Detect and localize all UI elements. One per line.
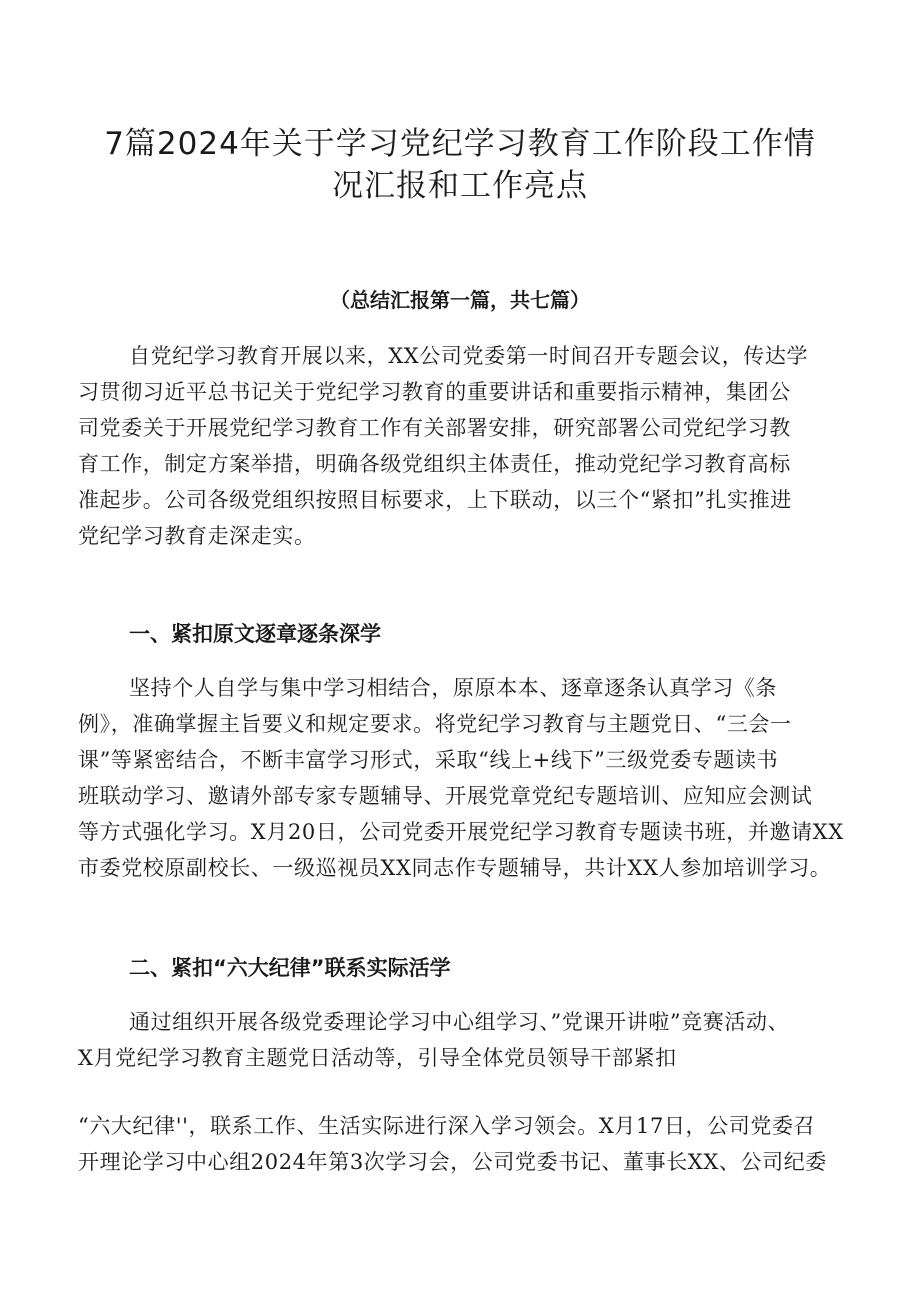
intro-line-2: 习贯彻习近平总书记关于党纪学习教育的重要讲话和重要指示精神，集团公 (78, 380, 791, 404)
intro-line-6: 党纪学习教育走深走实。 (78, 524, 316, 548)
document-subtitle: （总结汇报第一篇，共七篇） (330, 288, 590, 312)
section-1-line-1: 坚持个人自学与集中学习相结合，原原本本、逐章逐条认真学习《条 (129, 676, 777, 700)
section-2-line-3: “六大纪律''，联系工作、生活实际进行深入学习领会。X月17日，公司党委召 (78, 1114, 816, 1138)
section-2-line-1: 通过组织开展各级党委理论学习中心组学习、”党课开讲啦”竞赛活动、 (129, 1010, 790, 1034)
intro-line-3: 司党委关于开展党纪学习教育工作有关部署安排，研究部署公司党纪学习教 (78, 416, 791, 440)
section-1-line-3: 课”等紧密结合，不断丰富学习形式，采取“线上+线下”三级党委专题读书 (78, 748, 779, 772)
intro-line-1: 自党纪学习教育开展以来，XX公司党委第一时间召开专题会议，传达学 (129, 344, 809, 368)
section-1-line-5: 等方式强化学习。X月20日，公司党委开展党纪学习教育专题读书班，并邀请XX (78, 820, 844, 844)
section-1-heading: 一、紧扣原文逐章逐条深学 (129, 622, 381, 646)
section-2-heading: 二、紧扣“六大纪律”联系实际活学 (129, 956, 451, 980)
section-2-line-4: 开理论学习中心组2024年第3次学习会，公司党委书记、董事长XX、公司纪委 (78, 1150, 827, 1174)
section-2-line-2: X月党纪学习教育主题党日活动等，引导全体党员领导干部紧扣 (78, 1046, 677, 1070)
intro-line-4: 育工作，制定方案举措，明确各级党组织主体责任，推动党纪学习教育高标 (78, 452, 791, 476)
section-1-line-4: 班联动学习、邀请外部专家专题辅导、开展党章党纪专题培训、应知应会测试 (78, 784, 813, 808)
section-1-line-6: 市委党校原副校长、一级巡视员XX同志作专题辅导，共计XX人参加培训学习。 (78, 856, 832, 880)
section-1-line-2: 例》，准确掌握主旨要义和规定要求。将党纪学习教育与主题党日、“三会一 (78, 712, 792, 736)
intro-line-5: 准起步。公司各级党组织按照目标要求，上下联动，以三个“紧扣”扎实推进 (78, 488, 792, 512)
document-title-line-2: 况汇报和工作亮点 (332, 168, 588, 204)
document-title-line-1: 7篇2024年关于学习党纪学习教育工作阶段工作情 (104, 126, 816, 162)
